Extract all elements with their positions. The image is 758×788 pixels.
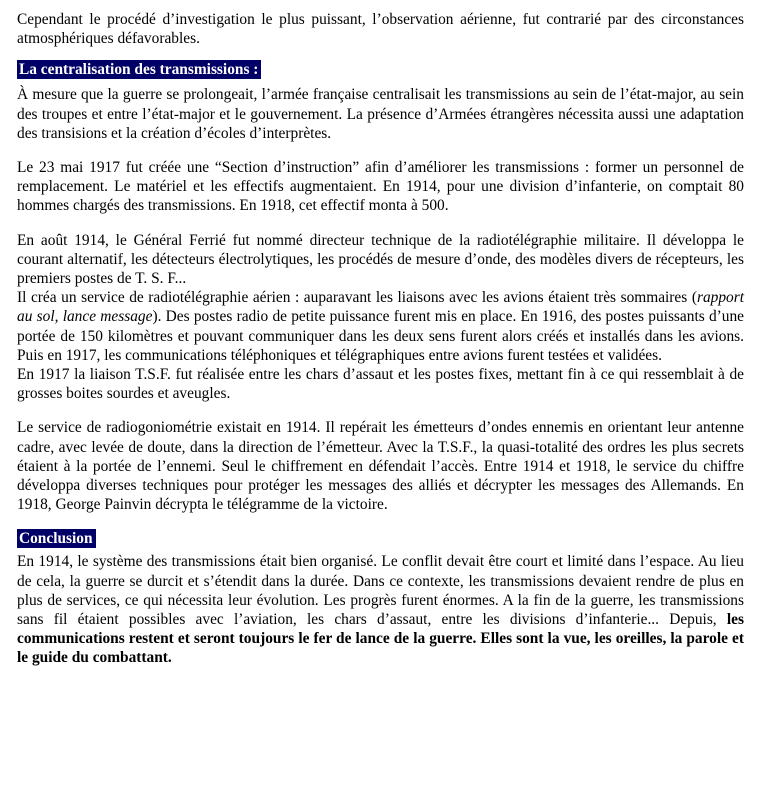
aerien-text-end: ). Des postes radio de petite puissance furent mis en place. En 1916, des postes puissants d’une portée de 150 kilomètres et pouvant communiquer dans les deux sens furent alors créés et installés dans les avions. Puis en 1917, les communications téléphoniques et télégraphiques entre avions furent testées et validées. [17,308,745,364]
aerien-text-italic: rapport au sol, lance message [17,289,744,326]
conclusion-text-bold: les communications restent et seront toujours le fer de lance de la guerre. Elles sont la vue, les oreilles, la parole et le guide du combattant. [17,611,744,667]
paragraph-ferrie [17,231,744,404]
section-heading-centralisation: La centralisation des transmissions : [17,60,261,79]
intro-paragraph: Cependant le procédé d’investigation le plus puissant, l’observation aérienne, fut contrarié par des circonstances atmosphériques défavorables. [17,11,744,48]
paragraph-ferrie-chars: En 1917 la liaison T.S.F. fut réalisée entre les chars d’assaut et les postes fixes, mettant fin à ce qui ressemblait à de grosses boites sourdes et aveugles. [17,366,744,403]
paragraph-ferrie-line1: En août 1914, le Général Ferrié fut nommé directeur technique de la radiotélégraphie militaire. Il développa le courant alternatif, les détecteurs électrolytiques, les procédés de mesure d’onde, des modèles divers de récepteurs, les premiers postes de T. S. F... [17,231,744,288]
conclusion-text: En 1914, le système des transmissions était bien organisé. Le conflit devait être court et limité dans l’espace. Au lieu de cela, la guerre se durcit et s’étendit dans la durée. Dans ce contexte, les transmissions devaient rendre de plus en plus de services, ce qui nécessita leur évolution. Les progrès furent énormes. A la fin de la guerre, les transmissions sans fil étaient possibles avec l’aviation, les chars d’assaut, entre les divisions d’infanterie... Depuis, [17,553,744,629]
paragraph-section-instruction: Le 23 mai 1917 fut créée une “Section d’instruction” afin d’améliorer les transmissions : former un personnel de remplacement. Le matériel et les effectifs augmentaient. En 1914, pour une division d’infanterie, on comptait 80 hommes chargés des transmissions. En 1918, cet effectif monta à 500. [17,159,744,215]
paragraph-radiogoniometrie: Le service de radiogoniométrie existait en 1914. Il repérait les émetteurs d’ondes ennemis en orientant leur antenne cadre, avec levée de doute, dans la direction de l’émetteur. Avec la T.S.F., la quasi-totalité des ordres les plus secrets étaient à la portée de l’ennemi. Seul le chiffrement en défendait l’accès. Entre 1914 et 1918, le service du chiffre développa diverses techniques pour protéger les messages des alliés et décrypter les messages des Allemands. En 1918, George Painvin décrypta le télégramme de la victoire. [17,419,744,514]
paragraph-ferrie-aerien [17,288,744,365]
paragraph-conclusion [17,552,744,667]
paragraph-centralisation: À mesure que la guerre se prolongeait, l’armée française centralisait les transmissions au sein de l’état-major, au sein des troupes et entre l’état-major et le gouvernement. La présence d’Armées étrangères nécessita aussi une adaptation des transisions et la création d’écoles d’interprètes. [17,86,744,142]
aerien-text-start: Il créa un service de radiotélégraphie aérien : auparavant les liaisons avec les avions étaient très sommaires ( [17,289,697,307]
section-heading-conclusion: Conclusion [17,529,96,548]
